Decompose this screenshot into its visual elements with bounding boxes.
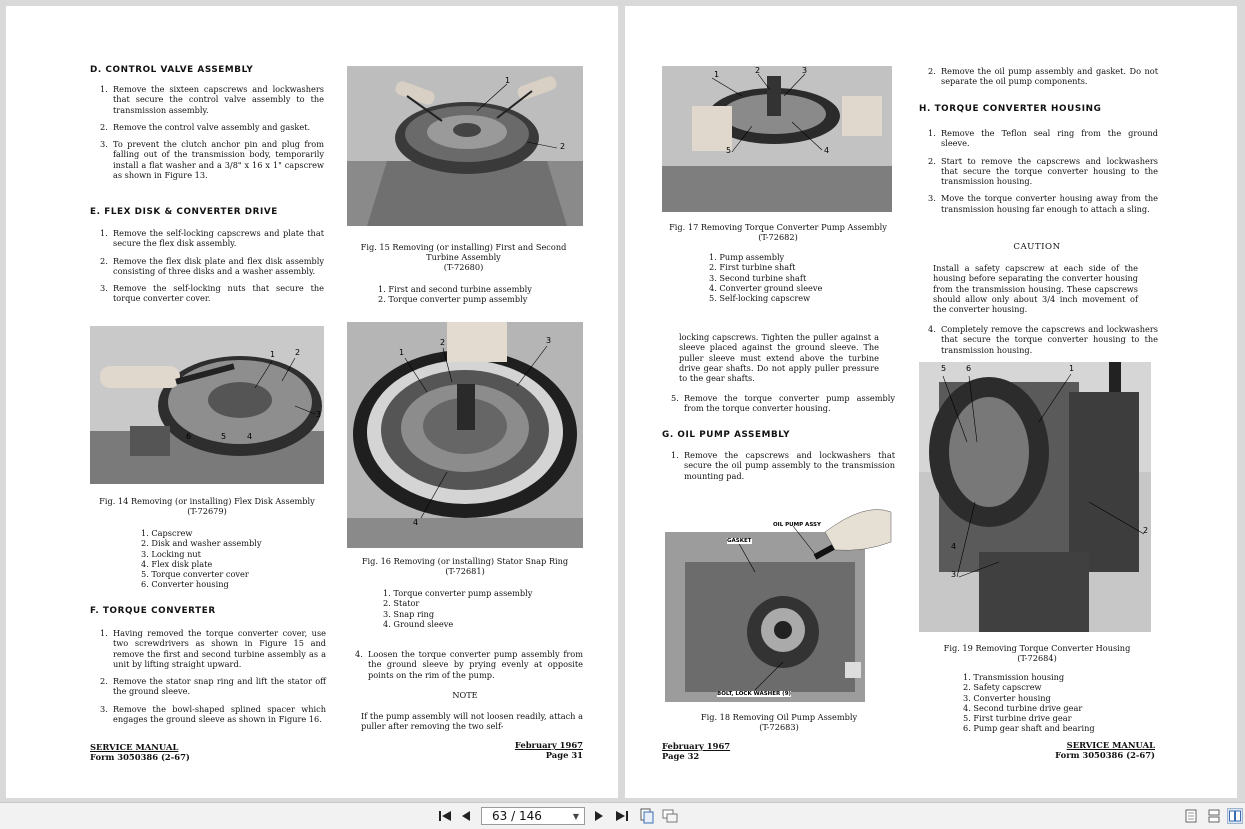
- section-g-steps: [671, 450, 895, 488]
- section-g-heading: G. OIL PUMP ASSEMBLY: [662, 430, 791, 440]
- step: 4. Loosen the torque converter pump assembly from the ground sleeve by prying evenly at opposite points on the rim of the pump.: [355, 649, 583, 680]
- fig14-callout-6: 6: [186, 432, 192, 441]
- step: 1. Remove the sixteen capscrews and lockwashers that secure the control valve assembly to the transmission assembly.: [100, 84, 324, 115]
- step: 2. Remove the oil pump assembly and gasket. Do not separate the oil pump components.: [928, 66, 1158, 87]
- fig19-callout-4: 4: [951, 542, 957, 551]
- two-page-view-icon[interactable]: [1227, 808, 1243, 824]
- step: 1. Remove the capscrews and lockwashers that secure the oil pump assembly to the transmission mounting pad.: [671, 450, 895, 481]
- footer-right: SERVICE MANUAL Form 3050386 (2-67): [1055, 740, 1155, 760]
- page-indicator: 63 / 146: [492, 809, 542, 823]
- legend-item: 2. First turbine shaft: [709, 262, 796, 273]
- section-h-heading: H. TORQUE CONVERTER HOUSING: [919, 104, 1102, 114]
- step-4-housing: [928, 324, 1158, 362]
- step: 2. Remove the control valve assembly and gasket.: [100, 121, 311, 132]
- legend-item: 3. Snap ring: [383, 608, 435, 619]
- fig15-callout-2: 2: [560, 142, 566, 151]
- fig16-callout-3: 3: [546, 336, 552, 345]
- fig19-callout-6: 6: [966, 364, 972, 373]
- fig17-caption: Fig. 17 Removing Torque Converter Pump Assembly (T-72682): [669, 222, 887, 242]
- step: 2. Start to remove the capscrews and lockwashers that secure the torque converter housing to the transmission housing.: [928, 155, 1158, 187]
- legend-item: 1. First and second turbine assembly: [378, 284, 532, 294]
- single-page-view-icon[interactable]: [1183, 808, 1199, 824]
- section-e-heading: E. FLEX DISK & CONVERTER DRIVE: [90, 207, 278, 217]
- fig18-label-bolt: BOLT, LOCK WASHER (9): [717, 691, 792, 697]
- note-heading: NOTE: [452, 690, 478, 700]
- step: 1. Remove the Teflon seal ring from the ground sleeve.: [928, 128, 1158, 149]
- section-d-steps: [100, 84, 324, 187]
- step-2-oil: [928, 66, 1158, 94]
- fig18-caption: Fig. 18 Removing Oil Pump Assembly (T-72683): [700, 712, 858, 732]
- fig19-callout-1: 1: [1069, 364, 1075, 373]
- legend-item: 6. Converter housing: [141, 579, 229, 590]
- step: 3. Remove the self-locking nuts that secure the torque converter cover.: [100, 283, 324, 304]
- legend-item: 1. Pump assembly: [709, 252, 785, 262]
- next-page-icon[interactable]: [592, 808, 606, 824]
- section-d-heading: D. CONTROL VALVE ASSEMBLY: [90, 65, 254, 75]
- step: 2. Remove the stator snap ring and lift the stator off the ground sleeve.: [100, 676, 326, 697]
- legend-item: 6. Pump gear shaft and bearing: [963, 723, 1095, 734]
- section-f-heading: F. TORQUE CONVERTER: [90, 606, 216, 616]
- legend-item: 1. Capscrew: [141, 528, 193, 538]
- continuation-text: locking capscrews. Tighten the puller against a sleeve placed against the ground sleeve. The puller sleeve must extend above the turbine drive gear shafts. Do not apply puller pressure to the gear shafts.: [679, 332, 879, 384]
- fig19-callout-5: 5: [941, 364, 947, 373]
- legend-item: 2. Stator: [383, 598, 420, 609]
- footer-left: SERVICE MANUAL Form 3050386 (2-67): [90, 742, 190, 762]
- step: 1. Remove the self-locking capscrews and plate that secure the flex disk assembly.: [100, 228, 324, 249]
- fig16-callout-2: 2: [440, 338, 446, 347]
- fig18-label-oil-pump: OIL PUMP ASSY: [773, 522, 821, 528]
- fig15-caption: Fig. 15 Removing (or installing) First and Second Turbine Assembly (T-72680): [360, 242, 567, 272]
- legend-item: 2. Safety capscrew: [963, 682, 1042, 693]
- viewer-toolbar: [0, 802, 1245, 829]
- legend-item: 4. Flex disk plate: [141, 558, 213, 569]
- legend-item: 1. Transmission housing: [963, 672, 1065, 682]
- fig18-label-gasket: GASKET: [727, 538, 752, 544]
- fig17-legend: [709, 252, 822, 303]
- chevron-down-icon: ▼: [572, 811, 579, 821]
- legend-item: 5. First turbine drive gear: [963, 713, 1072, 724]
- step: 3. Remove the bowl-shaped splined spacer which engages the ground sleeve as shown in Figure 16.: [100, 703, 326, 725]
- legend-item: 4. Ground sleeve: [383, 618, 454, 629]
- step: 5. Remove the torque converter pump assembly from the torque converter housing.: [671, 393, 895, 414]
- first-page-icon[interactable]: [436, 808, 454, 824]
- fig15-callout-1: 1: [505, 76, 511, 85]
- fit-width-icon[interactable]: [661, 808, 679, 824]
- fig19-callout-3: 3: [951, 570, 957, 579]
- fit-page-icon[interactable]: [638, 808, 656, 824]
- fig14-legend: [141, 528, 261, 590]
- fig18-photo: [665, 502, 893, 702]
- fig14-photo: [90, 326, 324, 484]
- step: 1. Having removed the torque converter cover, use two screwdrivers as shown in Figure 15 and remove the first and second turbine assembly as a unit by lifting straight upward.: [100, 628, 326, 669]
- document-page-right: [625, 6, 1237, 798]
- fig17-callout-1: 1: [714, 70, 720, 79]
- fig14-callout-4: 4: [247, 432, 253, 441]
- prev-page-icon[interactable]: [459, 808, 473, 824]
- step: 3. Move the torque converter housing away from the transmission housing far enough to attach a sling.: [928, 193, 1158, 214]
- fig17-callout-2: 2: [755, 66, 761, 75]
- footer-right: February 1967 Page 31: [514, 740, 583, 760]
- legend-item: 3. Second turbine shaft: [709, 272, 807, 283]
- fig19-callout-2: 2: [1143, 526, 1149, 535]
- section-e-steps: [100, 228, 324, 311]
- caution-text: Install a safety capscrew at each side of the housing before separating the converter housing from the transmission housing. These capscrews should allow only about 3/4 inch movement of the converter housing.: [933, 263, 1138, 315]
- fig14-callout-1: 1: [270, 350, 276, 359]
- fig16-caption: Fig. 16 Removing (or installing) Stator Snap Ring (T-72681): [361, 556, 569, 576]
- fig19-caption: Fig. 19 Removing Torque Converter Housing (T-72684): [943, 643, 1131, 663]
- legend-item: 3. Converter housing: [963, 692, 1051, 703]
- fig14-caption: Fig. 14 Removing (or installing) Flex Disk Assembly (T-72679): [99, 496, 315, 516]
- step: 3. To prevent the clutch anchor pin and plug from falling out of the transmission body, temporarily install a flat washer and a 3/8" x 16 x 1" capscrew as shown in Figure 13.: [100, 139, 324, 181]
- fig16-photo: [347, 322, 583, 548]
- fig17-callout-4: 4: [824, 146, 830, 155]
- legend-item: 1. Torque converter pump assembly: [383, 588, 533, 598]
- fig14-callout-3: 3: [316, 410, 322, 419]
- fig14-callout-5: 5: [221, 432, 227, 441]
- legend-item: 2. Disk and washer assembly: [141, 538, 262, 549]
- continuous-view-icon[interactable]: [1206, 808, 1222, 824]
- section-f-steps: [100, 628, 326, 731]
- fig17-callout-5: 5: [726, 146, 732, 155]
- legend-item: 4. Converter ground sleeve: [709, 282, 823, 293]
- fig14-callout-2: 2: [295, 348, 301, 357]
- fig19-legend: [963, 672, 1095, 734]
- legend-item: 2. Torque converter pump assembly: [378, 294, 528, 305]
- section-h-steps: [928, 128, 1158, 221]
- fig16-callout-1: 1: [399, 348, 405, 357]
- note-text: If the pump assembly will not loosen readily, attach a puller after removing the two self-: [361, 711, 583, 732]
- caution-heading: CAUTION: [1013, 242, 1061, 252]
- legend-item: 5. Torque converter cover: [141, 569, 249, 580]
- step-5: [671, 393, 895, 421]
- legend-item: 4. Second turbine drive gear: [963, 702, 1083, 713]
- step: 2. Remove the flex disk plate and flex disk assembly consisting of three disks and a washer assembly.: [100, 255, 324, 276]
- legend-item: 5. Self-locking capscrew: [709, 293, 811, 304]
- fig17-callout-3: 3: [802, 66, 808, 75]
- fig16-callout-4: 4: [413, 518, 419, 527]
- fig15-legend: [378, 284, 532, 305]
- legend-item: 3. Locking nut: [141, 548, 201, 559]
- footer-left: February 1967 Page 32: [662, 741, 731, 761]
- step-4: [355, 649, 583, 687]
- last-page-icon[interactable]: [613, 808, 631, 824]
- step: 4. Completely remove the capscrews and lockwashers that secure the torque converter housing to the transmission housing.: [928, 324, 1158, 355]
- fig15-photo: [347, 66, 583, 226]
- page-number-select[interactable]: [481, 807, 585, 825]
- fig16-legend: [383, 588, 532, 629]
- fig19-photo: [919, 362, 1151, 632]
- document-page-left: [6, 6, 618, 798]
- fig17-photo: [662, 66, 892, 212]
